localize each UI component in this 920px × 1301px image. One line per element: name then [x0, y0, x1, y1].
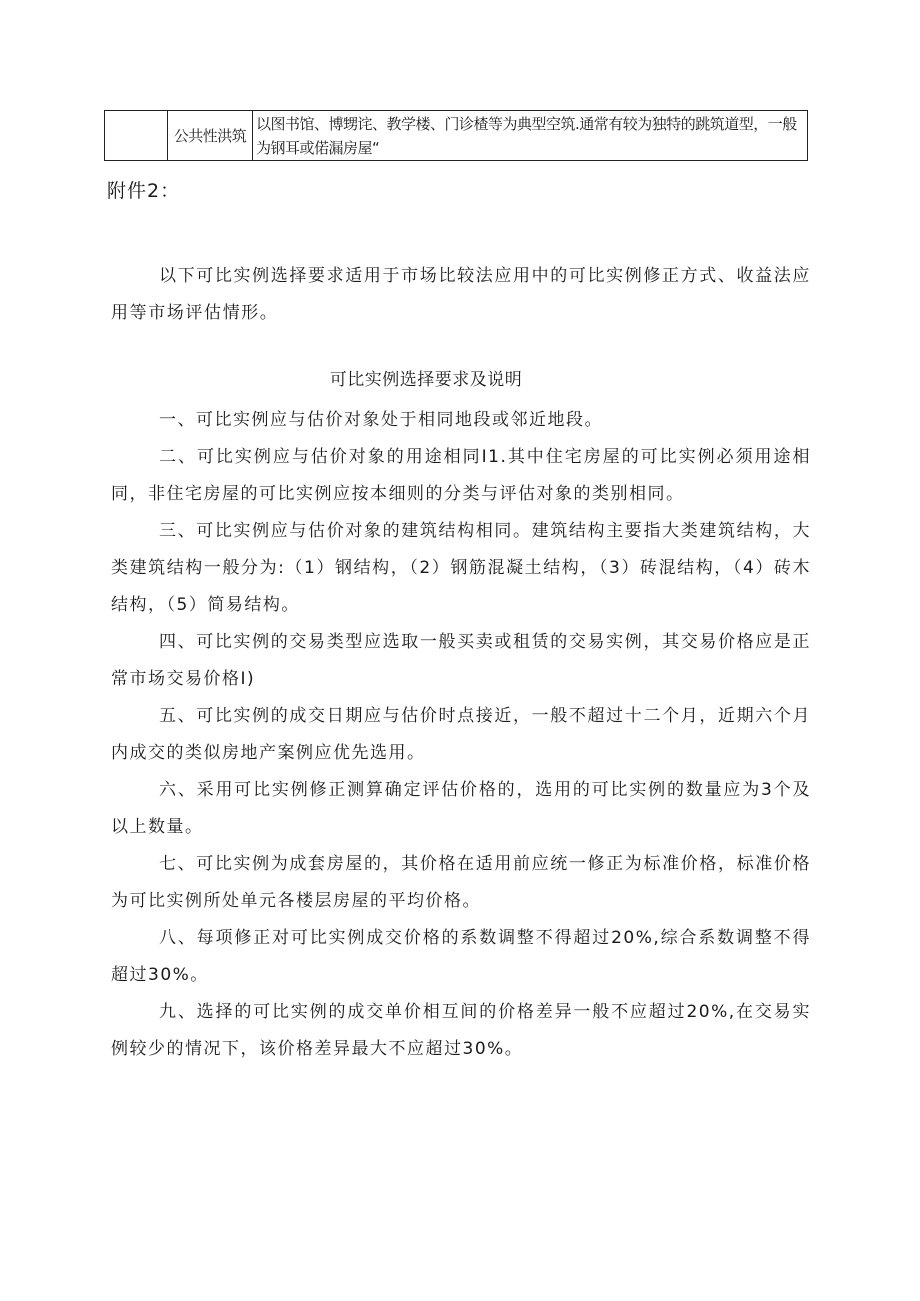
annex-title: 附件2： [107, 180, 181, 202]
section-title: 可比实例选择要求及说明 [329, 370, 523, 390]
requirement-item-9: 九、选择的可比实例的成交单价相互间的价格差异一般不应超过20%,在交易实例较少的情况下，该价格差异最大不应超过30%。 [111, 1002, 811, 1059]
type-label-cell: 公共性洪筑 [168, 111, 253, 161]
type-description-cell: 以图书馆、博甥诧、教学楼、门诊楂等为典型空筑.通常有较为独特的跳筑道型，一般为钢耳或偌漏房屋“ [253, 111, 808, 161]
requirement-item-7: 七、可比实例为成套房屋的，其价格在适用前应统一修正为标准价格，标准价格为可比实例所处单元各楼层房屋的平均价格。 [111, 854, 811, 911]
building-type-table-fragment [104, 110, 808, 161]
requirement-item-5: 五、可比实例的成交日期应与估价时点接近，一般不超过十二个月，近期六个月内成交的类似房地产案例应优先选用。 [111, 706, 811, 763]
requirement-item-6: 六、采用可比实例修正测算确定评估价格的，选用的可比实例的数量应为3个及以上数量。 [111, 780, 811, 837]
requirements-list [111, 402, 811, 1068]
category-cell [105, 111, 168, 161]
requirement-item-4: 四、可比实例的交易类型应选取一般买卖或租赁的交易实例，其交易价格应是正常市场交易价格I) [111, 632, 811, 689]
requirement-item-2: 二、可比实例应与估价对象的用途相同I1.其中住宅房屋的可比实例必须用途相同，非住宅房屋的可比实例应按本细则的分类与评估对象的类别相同。 [111, 447, 811, 504]
requirement-item-1: 一、可比实例应与估价对象处于相同地段或邻近地段。 [159, 410, 603, 430]
table-row [105, 111, 808, 161]
intro-paragraph: 以下可比实例选择要求适用于市场比较法应用中的可比实例修正方式、收益法应用等市场评估情形。 [111, 266, 811, 323]
requirement-item-8: 八、每项修正对可比实例成交价格的系数调整不得超过20%,综合系数调整不得超过30%。 [111, 928, 811, 985]
requirement-item-3: 三、可比实例应与估价对象的建筑结构相同。建筑结构主要指大类建筑结构，大类建筑结构一般分为:（1）钢结构，（2）钢筋混凝土结构，（3）砖混结构，（4）砖木结构，（5）简易结构。 [111, 521, 811, 615]
